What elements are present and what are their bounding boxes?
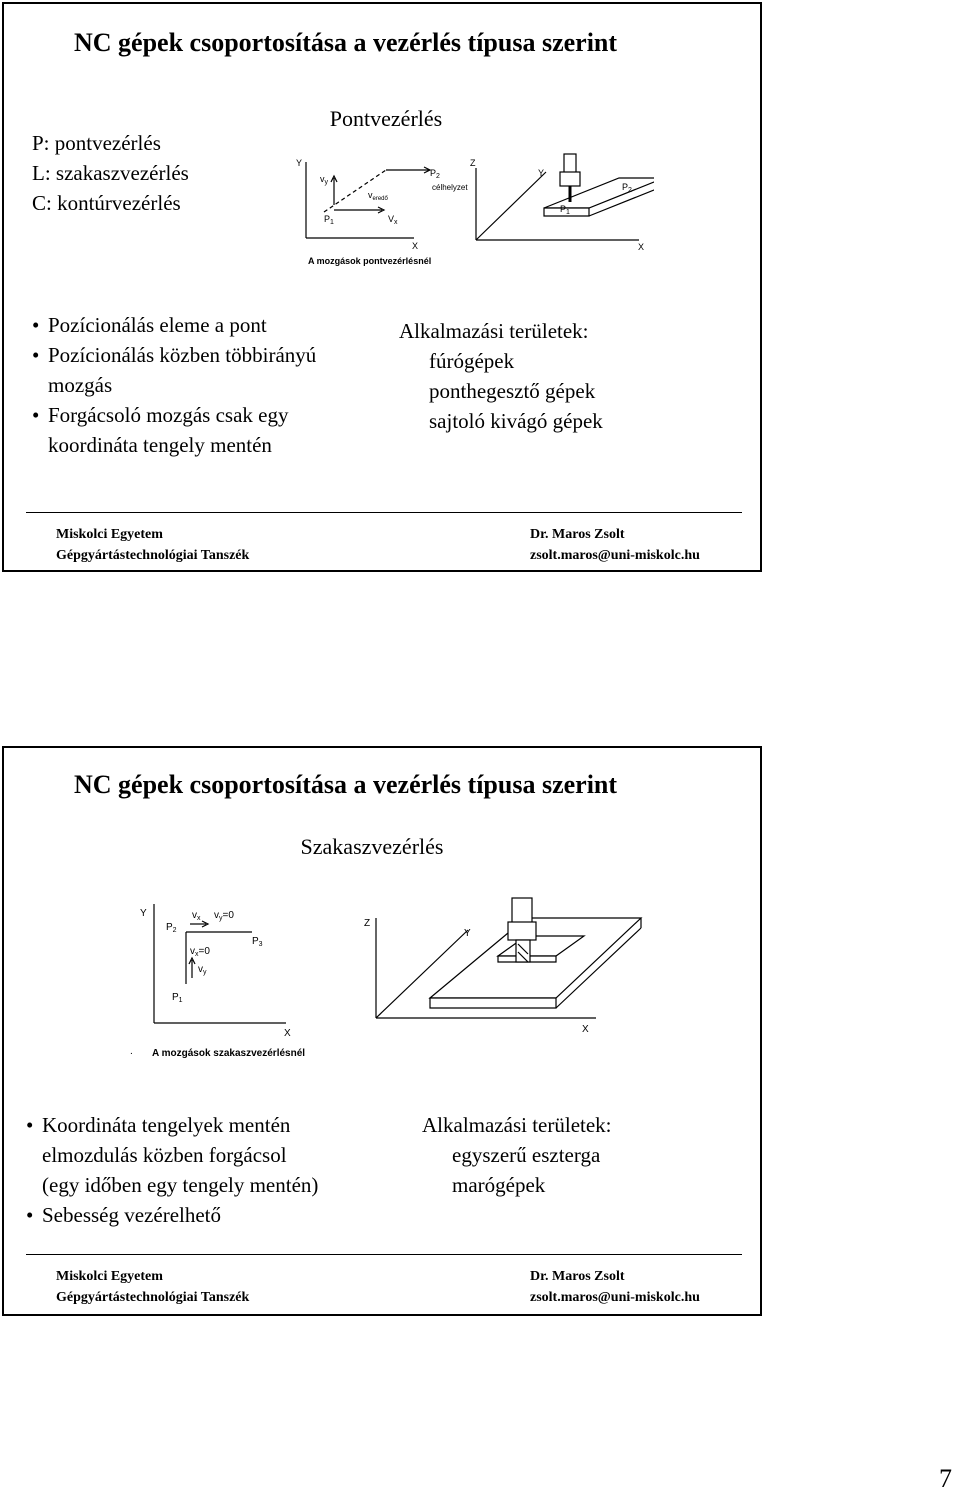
axis-label-y-3d: Y bbox=[538, 168, 545, 178]
applications-heading: Alkalmazási területek: bbox=[422, 1113, 612, 1137]
applications-heading: Alkalmazási területek: bbox=[399, 319, 589, 343]
footer-email: zsolt.maros@uni-miskolc.hu bbox=[530, 1290, 700, 1305]
axis-label-z: Z bbox=[470, 158, 476, 168]
caption-dot: . bbox=[130, 1046, 133, 1057]
footer-divider bbox=[26, 1254, 742, 1255]
diagram-caption: A mozgások szakaszvezérlésnél bbox=[152, 1048, 306, 1059]
footer-email: zsolt.maros@uni-miskolc.hu bbox=[530, 548, 700, 563]
label-vres: $v_{eredő}$ bbox=[368, 190, 388, 202]
label-p1: $P_1$ bbox=[324, 214, 334, 226]
list-item: • Koordináta tengelyek mentén elmozdulás közben forgácsol (egy időben egy tengely mentén) bbox=[26, 1110, 416, 1200]
application-item: egyszerű eszterga bbox=[452, 1143, 601, 1167]
footer-author: Dr. Maros Zsolt bbox=[530, 527, 625, 542]
applications bbox=[422, 1110, 612, 1200]
label-p3: $P_3$ bbox=[252, 936, 263, 948]
footer-university: Miskolci Egyetem bbox=[56, 1269, 163, 1284]
label-p1: $P_1$ bbox=[172, 992, 183, 1004]
label-p1-plate: $P_1$ bbox=[560, 204, 570, 216]
label-vx: $V_x$ bbox=[388, 214, 398, 226]
legend-item-l: L: szakaszvezérlés bbox=[32, 161, 189, 185]
slide-szakaszvezerles bbox=[2, 746, 762, 1316]
label-target: célhelyzet bbox=[432, 183, 468, 192]
axis-label-y-3d: Y bbox=[464, 928, 471, 939]
legend-item-p: P: pontvezérlés bbox=[32, 131, 161, 155]
legend-item-c: C: kontúrvezérlés bbox=[32, 191, 181, 215]
axis-label-y: Y bbox=[296, 158, 303, 168]
application-item: marógépek bbox=[452, 1173, 546, 1197]
label-p2-plate: $P_2$ bbox=[622, 182, 632, 194]
label-vx: $v_x$ bbox=[192, 910, 201, 922]
application-item: sajtoló kivágó gépek bbox=[429, 409, 603, 433]
label-vy: $v_y$ bbox=[198, 964, 207, 976]
footer-left bbox=[56, 524, 249, 566]
label-p2: $P_2$ bbox=[430, 168, 440, 180]
page-number: 7 bbox=[939, 1464, 952, 1493]
feature-list bbox=[32, 310, 392, 460]
label-vy-zero: $v_y=0$ bbox=[214, 910, 234, 922]
applications bbox=[399, 316, 603, 436]
footer-right bbox=[530, 524, 700, 566]
axis-label-z: Z bbox=[364, 918, 371, 929]
axis-label-x-3d: X bbox=[638, 242, 645, 252]
label-vx-zero: $v_x=0$ bbox=[190, 946, 210, 958]
axis-label-y: Y bbox=[140, 908, 147, 919]
list-item: • Pozícionálás közben többirányú mozgás bbox=[32, 340, 392, 400]
footer-university: Miskolci Egyetem bbox=[56, 527, 163, 542]
list-item: • Pozícionálás eleme a pont bbox=[32, 310, 392, 340]
list-item: • Sebesség vezérelhető bbox=[26, 1200, 416, 1230]
label-p2: $P_2$ bbox=[166, 922, 177, 934]
slide-title: NC gépek csoportosítása a vezérlés típusa szerint bbox=[74, 770, 618, 799]
slide-pontvezerles bbox=[2, 2, 762, 572]
footer-department: Gépgyártástechnológiai Tanszék bbox=[56, 1290, 250, 1305]
legend bbox=[32, 128, 189, 218]
slide-subtitle: Pontvezérlés bbox=[329, 106, 443, 131]
axis-label-x: X bbox=[412, 241, 419, 251]
footer-right bbox=[530, 1266, 700, 1308]
line-control-diagram bbox=[126, 888, 656, 1064]
footer-author: Dr. Maros Zsolt bbox=[530, 1269, 625, 1284]
point-control-diagram bbox=[294, 150, 654, 270]
application-item: ponthegesztő gépek bbox=[429, 379, 596, 403]
application-item: fúrógépek bbox=[429, 349, 515, 373]
slide-title: NC gépek csoportosítása a vezérlés típusa szerint bbox=[74, 28, 618, 57]
axis-label-x: X bbox=[284, 1028, 291, 1039]
footer-department: Gépgyártástechnológiai Tanszék bbox=[56, 548, 250, 563]
diagram-caption: A mozgások pontvezérlésnél bbox=[308, 256, 432, 266]
axis-label-x-3d: X bbox=[582, 1024, 589, 1035]
feature-list bbox=[26, 1110, 416, 1230]
footer-left bbox=[56, 1266, 249, 1308]
list-item: • Forgácsoló mozgás csak egy koordináta tengely mentén bbox=[32, 400, 392, 460]
footer-divider bbox=[26, 512, 742, 513]
slide-subtitle: Szakaszvezérlés bbox=[300, 834, 444, 859]
label-vy: $v_y$ bbox=[320, 174, 328, 186]
